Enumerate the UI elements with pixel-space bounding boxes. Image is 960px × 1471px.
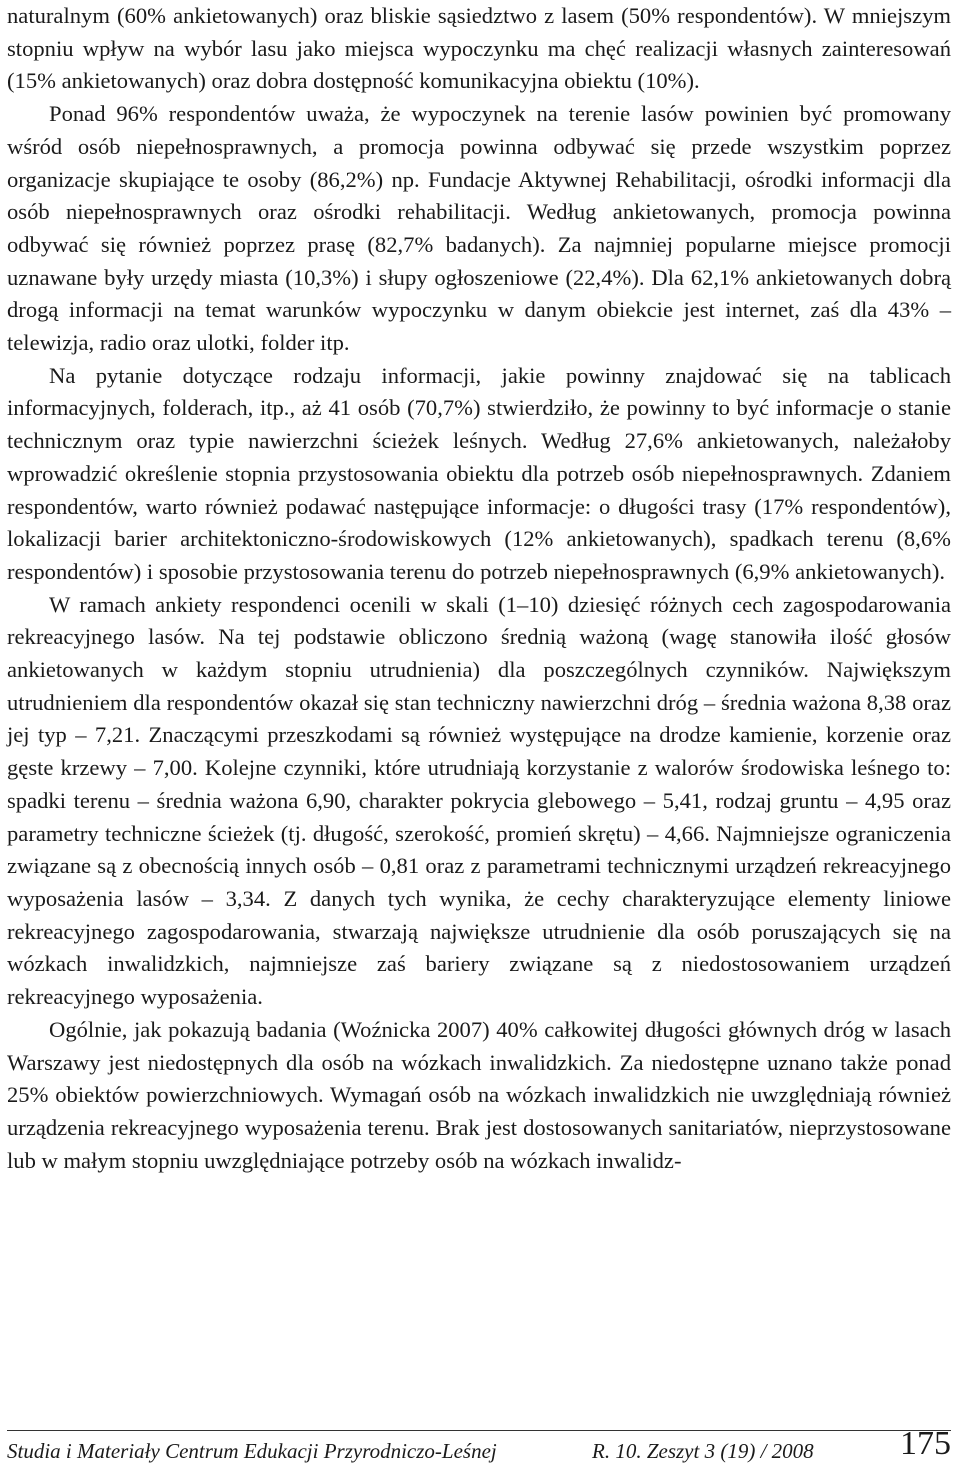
paragraph-survey-ratings: W ramach ankiety respondenci ocenili w skali (1–10) dziesięć różnych cech zagospodarowania rekreacyjnego lasów. Na tej podstawie obliczono średnią ważoną (wagę stanowiła ilość głosów ankietowanych w każdym stopniu utrudnienia) dla poszczególnych czynników. Największym utrudnieniem dla respondentów okazał się stan techniczny nawierzchni dróg – średnia ważona 8,38 oraz jej typ – 7,21. Znaczącymi przeszkodami są również występujące na drodze kamienie, korzenie oraz gęste krzewy – 7,00. Kolejne czynniki, które utrudniają korzystanie z walorów środowiska leśnego to: spadki terenu – średnia ważona 6,90, charakter pokrycia glebowego – 5,41, rodzaj gruntu – 4,95 oraz parametry techniczne ścieżek (tj. długość, szerokość, promień skrętu) – 4,66. Najmniejsze ograniczenia związane są z obecnością innych osób – 0,81 oraz z parametrami technicznymi urządzeń rekreacyjnego wyposażenia lasów – 3,34. Z danych tych wynika, że cechy charakteryzujące elementy liniowe rekreacyjnego zagospodarowania, stwarzają największe utrudnienie dla osób poruszających się na wózkach inwalidzkich, najmniejsze zaś bariery związane są z niedostosowaniem urządzeń rekreacyjnego wyposażenia. [7,591,951,1010]
paragraph-promotion: Ponad 96% respondentów uważa, że wypoczynek na terenie lasów powinien być promowany wśród osób niepełnosprawnych, a promocja powinna odbywać się przede wszystkim poprzez organizacje skupiające te osoby (86,2%) np. Fundacje Aktywnej Rehabilitacji, ośrodki informacji dla osób niepełnosprawnych oraz ośrodki rehabilitacji. Według ankietowanych, promocja powinna odbywać się również poprzez prasę (82,7% badanych). Za najmniej popularne miejsce promocji uznawane były urzędy miasta (10,3%) i słupy ogłoszeniowe (22,4%). Dla 62,1% ankietowanych dobrą drogą informacji na temat warunków wypoczynku w danym obiekcie jest internet, zaś dla 43% – telewizja, radio oraz ulotki, folder itp. [7,101,951,356]
page-number: 175 [900,1425,951,1462]
page-footer [7,1425,951,1471]
footer-issue: R. 10. Zeszyt 3 (19) / 2008 [592,1439,814,1463]
paragraph-information-boards: Na pytanie dotyczące rodzaju informacji, jakie powinny znajdować się na tablicach informacyjnych, folderach, itp., aż 41 osób (70,7%) stwierdziło, że powinny to być informacje o stanie technicznym oraz typie nawierzchni ścieżek leśnych. Według 27,6% ankietowanych, należałoby wprowadzić określenie stopnia przystosowania obiektu dla potrzeb osób niepełnosprawnych. Zdaniem respondentów, warto również podawać następujące informacje: o długości trasy (17% respondentów), lokalizacji barier architektoniczno-środowiskowych (12% ankietowanych), spadkach terenu (8,6% respondentów) i sposobie przystosowania terenu do potrzeb niepełnosprawnych (6,9% ankietowanych). [7,362,951,584]
footer-journal-title: Studia i Materiały Centrum Edukacji Przyrodniczo-Leśnej [7,1439,497,1463]
paragraph-continuation: naturalnym (60% ankietowanych) oraz bliskie sąsiedztwo z lasem (50% respondentów). W mniejszym stopniu wpływ na wybór lasu jako miejsca wypoczynku ma chęć realizacji własnych zainteresowań (15% ankietowanych) oraz dobra dostępność komunikacyjna obiektu (10%). [7,3,951,94]
article-body [7,0,951,1177]
paragraph-accessibility-study: Ogólnie, jak pokazują badania (Woźnicka 2007) 40% całkowitej długości głównych dróg w lasach Warszawy jest niedostępnych dla osób na wózkach inwalidzkich. Za niedostępne uznano także ponad 25% obiektów powierzchniowych. Wymagań osób na wózkach inwalidzkich nie uwzględniają również urządzenia rekreacyjnego wyposażenia terenu. Brak jest dostosowanych sanitariatów, nieprzystosowane lub w małym stopniu uwzględniające potrzeby osób na wózkach inwalidz- [7,1016,951,1173]
